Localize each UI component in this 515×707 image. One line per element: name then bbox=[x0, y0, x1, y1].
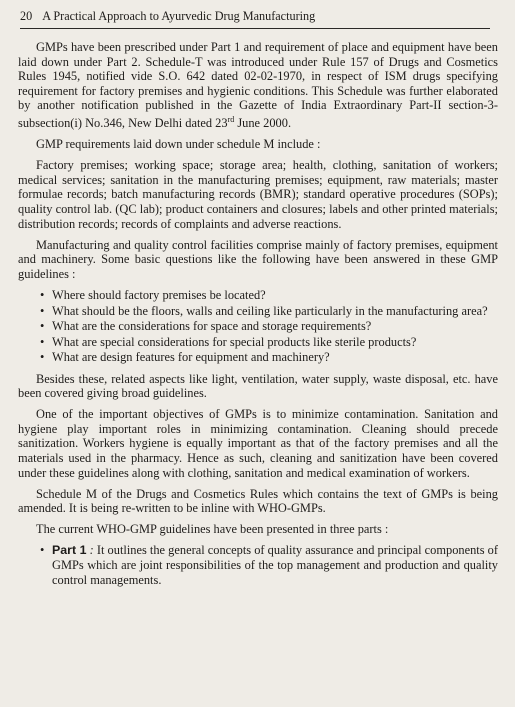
paragraph-facilities: Manufacturing and quality control facilities comprise mainly of factory premises, equipment and machinery. Some basic questions like the following have been answered in these GMP guidelines : bbox=[18, 237, 498, 281]
paragraph-schedule-m-amendment: Schedule M of the Drugs and Cosmetics Rules which contains the text of GMPs is being amended. It is being re-written to be inline with WHO-GMPs. bbox=[18, 486, 498, 516]
running-title: A Practical Approach to Ayurvedic Drug Manufacturing bbox=[42, 9, 316, 23]
list-item: • What should be the floors, walls and ceiling like particularly in the manufacturing area? bbox=[40, 304, 498, 319]
list-item: • What are design features for equipment and machinery? bbox=[40, 350, 498, 365]
paragraph-schedule-m-intro: GMP requirements laid down under schedule M include : bbox=[36, 137, 321, 152]
part-separator: : bbox=[86, 543, 97, 558]
running-header bbox=[20, 9, 495, 24]
paragraph-contamination: One of the important objectives of GMPs is to minimize contamination. Sanitation and hygiene play important roles in minimizing contamination. Cleaning should precede sanitization. Workers hygiene is equally important as that of the factory premises and all the materials used in the pharmacy. Hence as such, cleaning and sanitization have been covered under these guidelines along with clothing, sanitation and medical examination of workers. bbox=[18, 407, 498, 480]
header-rule bbox=[20, 28, 490, 29]
page-number: 20 bbox=[20, 9, 33, 23]
paragraph-schedule-t: GMPs have been prescribed under Part 1 and requirement of place and equipment have been laid down under Part 2. Schedule-T was introduced under Rule 157 of Drugs and Cosmetics Rules 1945, notified vide S.O. 642 dated 02-02-1970, in respect of ISM drugs specifying requirement for factory premises and hygienic conditions. This Schedule was further elaborated by another notification published in the Gazette of India Extraordinary Part-II section-3-subsection(i) No.346, New Delhi dated 23rd June 2000. bbox=[18, 40, 498, 131]
part-label: Part 1 bbox=[52, 543, 87, 558]
paragraph-related-aspects: Besides these, related aspects like light, ventilation, water supply, waste disposal, etc. have been covered giving broad guidelines. bbox=[18, 371, 498, 401]
list-item bbox=[40, 543, 498, 587]
part-text: It outlines the general concepts of quality assurance and principal components of GMPs which are joint responsibilities of the top management and production and quality control managements. bbox=[52, 543, 498, 587]
questions-list bbox=[18, 288, 498, 365]
list-item: • What are the considerations for space and storage requirements? bbox=[40, 319, 498, 334]
page-body bbox=[18, 40, 498, 594]
paragraph-who-gmp-intro: The current WHO-GMP guidelines have been presented in three parts : bbox=[36, 522, 389, 537]
list-item: • What are special considerations for special products like sterile products? bbox=[40, 335, 498, 350]
parts-list bbox=[18, 543, 498, 587]
paragraph-requirements-list: Factory premises; working space; storage area; health, clothing, sanitation of workers; medical services; sanitation in the manufacturing premises; equipment, raw materials; master formulae records; batch manufacturing records (BMR); standard operative procedures (SOPs); quality control lab. (QC lab); product containers and closures; labels and other printed materials; distribution records; records of complaints and adverse reactions. bbox=[18, 158, 498, 231]
list-item: • Where should factory premises be located? bbox=[40, 288, 498, 303]
